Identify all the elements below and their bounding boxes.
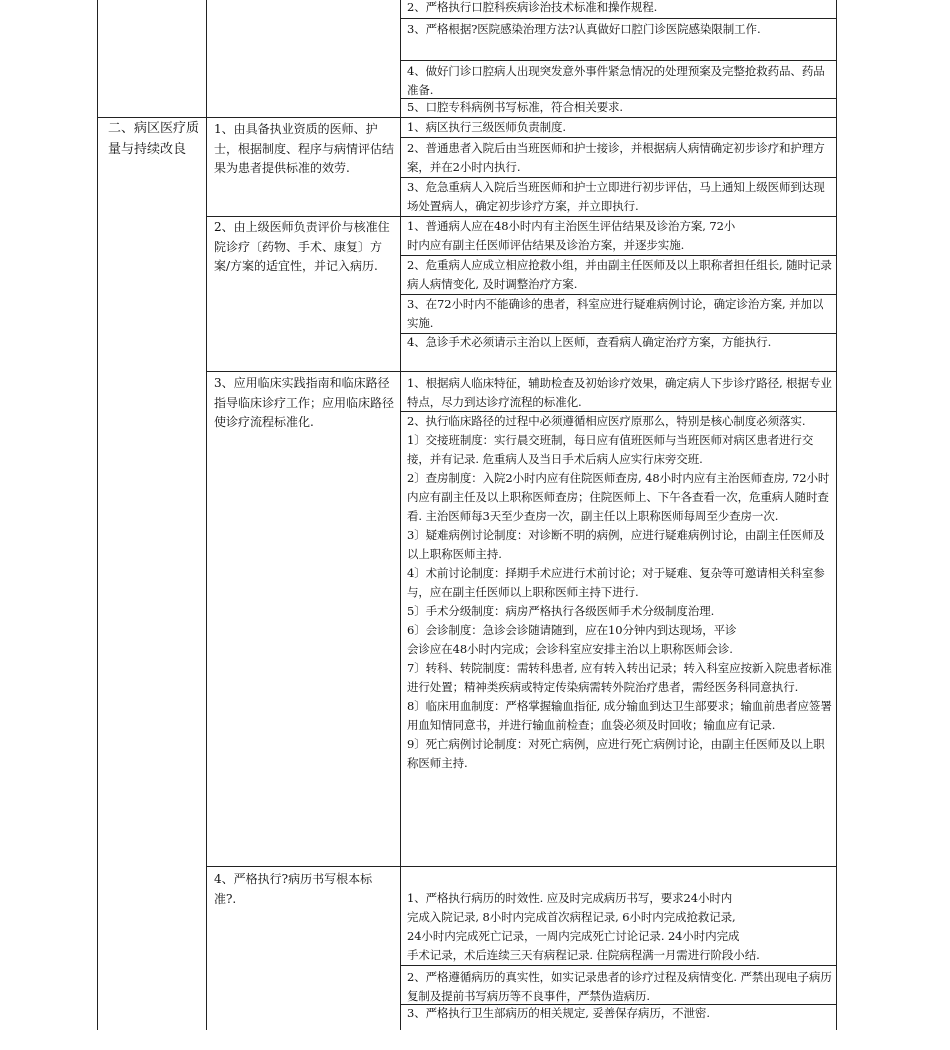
table-border-left: [97, 0, 98, 1030]
table-cell: 3、严格执行卫生部病历的相关规定, 妥善保存病历，不泄密.: [407, 1006, 710, 1020]
table-cell: 2、严格遵循病历的真实性，如实记录患者的诊疗过程及病情变化. 严禁出现电子病历复制及提前书写病历等不良事件，严禁伪造病历.: [407, 970, 832, 1003]
section-title: 二、病区医疗质量与持续改良: [108, 121, 200, 157]
table-divider-2: [400, 0, 401, 1030]
table-cell: 4、急诊手术必须请示主治以上医师，查看病人确定治疗方案，方能执行.: [407, 335, 772, 349]
table-cell: 2、普通患者入院后由当班医师和护士接诊，并根据病人病情确定初步诊疗和护理方案，并在2小时内执行.: [407, 141, 825, 174]
table-cell: 3、严格根据?医院感染治理方法?认真做好口腔门诊医院感染限制工作.: [407, 22, 761, 36]
row-divider: [400, 965, 837, 966]
table-cell: 1、普通病人应在48小时内有主治医生评估结果及诊治方案, 72小 时内应有副主任医师评估结果及诊治方案，并逐步实施.: [407, 219, 736, 252]
table-border-right: [836, 0, 837, 1030]
table-cell: 2、严格执行口腔科疾病诊治技术标准和操作规程.: [407, 0, 658, 14]
criteria-label: 3、应用临床实践指南和临床路径指导临床诊疗工作；应用临床路径使诊疗流程标准化.: [214, 376, 395, 429]
criteria-label: 2、由上级医师负责评价与核准住院诊疗〔药物、手术、康复〕方案/方案的适宜性，并记入病历.: [214, 220, 390, 273]
row-divider: [400, 60, 837, 61]
table-divider-1: [206, 0, 207, 1030]
table-cell: 3、危急重病人入院后当班医师和护士立即进行初步评估，马上通知上级医师到达现场处置病人，确定初步诊疗方案，并立即执行.: [407, 180, 825, 213]
table-cell: 5、口腔专科病例书写标准，符合相关要求.: [407, 100, 623, 114]
row-divider: [400, 137, 837, 138]
table-cell: 1、根据病人临床特征，辅助检查及初始诊疗效果，确定病人下步诊疗路径, 根据专业特点，尽力到达诊疗流程的标准化.: [407, 376, 832, 409]
group-divider: [206, 866, 837, 867]
group-divider: [206, 371, 837, 372]
criteria-label: 1、由具备执业资质的医师、护士，根据制度、程序与病情评估结果为患者提供标准的效劳.: [214, 122, 395, 175]
criteria-label: 4、严格执行?病历书写根本标准?.: [214, 872, 373, 906]
table-cell: 1、严格执行病历的时效性. 应及时完成病历书写，要求24小时内 完成入院记录, 8小时内完成首次病程记录, 6小时内完成抢救记录, 24小时内完成死亡记录，一周内完成死亡讨论记录. 24小时内完成 手术记录，术后连续三天有病程记录. 住院病程满一月需进行阶段小结.: [407, 891, 760, 962]
table-cell: 3、在72小时内不能确诊的患者，科室应进行疑难病例讨论，确定诊治方案, 并加以实施.: [407, 297, 824, 330]
table-cell: 2、执行临床路径的过程中必须遵循相应医疗原那么，特别是核心制度必须落实. 1〕交接班制度：实行晨交班制，每日应有值班医师与当班医师对病区患者进行交接，并有记录. 危重病人及当日手术后病人应实行床旁交班. 2〕查房制度：入院2小时内应有住院医师查房, 48小时内应有主治医师查房, 72小时内应有副主任及以上职称医师查房；住院医师上、下午各查看一次，危重病人随时查看. 主治医师每3天至少查房一次，副主任以上职称医师每周至少查房一次. 3〕疑难病例讨论制度：对诊断不明的病例，应进行疑难病例讨论，由副主任医师及以上职称医师主持. 4〕术前讨论制度：择期手术应进行术前讨论；对于疑难、复杂等可邀请相关科室参与，应在副主任医师以上职称医师主持下进行. 5〕手术分级制度：病房严格执行各级医师手术分级制度治理. 6〕会诊制度：急诊会诊随请随到，应在10分钟内到达现场，平诊 会诊应在48小时内完成；会诊科室应安排主治以上职称医师会诊. 7〕转科、转院制度：需转科患者, 应有转入转出记录；转入科室应按新入院患者标准进行处置；精神类疾病或特定传染病需转外院治疗患者，需经医务科同意执行. 8〕临床用血制度：严格掌握输血指征, 成分输血到达卫生部要求；输血前患者应签署用血知情同意书，并进行输血前检查；血袋必须及时回收；输血应有记录. 9〕死亡病例讨论制度：对死亡病例，应进行死亡病例讨论，由副主任医师及以上职称医师主持.: [407, 414, 832, 770]
table-cell: 1、病区执行三级医师负责制度.: [407, 120, 566, 134]
table-cell: 4、做好门诊口腔病人出现突发意外事件紧急情况的处理预案及完整抢救药品、药品准备.: [407, 64, 825, 97]
table-cell: 2、危重病人应成立相应抢救小组，并由副主任医师及以上职称者担任组长, 随时记录病人病情变化, 及时调整治疗方案.: [407, 258, 832, 291]
row-divider: [400, 18, 837, 19]
